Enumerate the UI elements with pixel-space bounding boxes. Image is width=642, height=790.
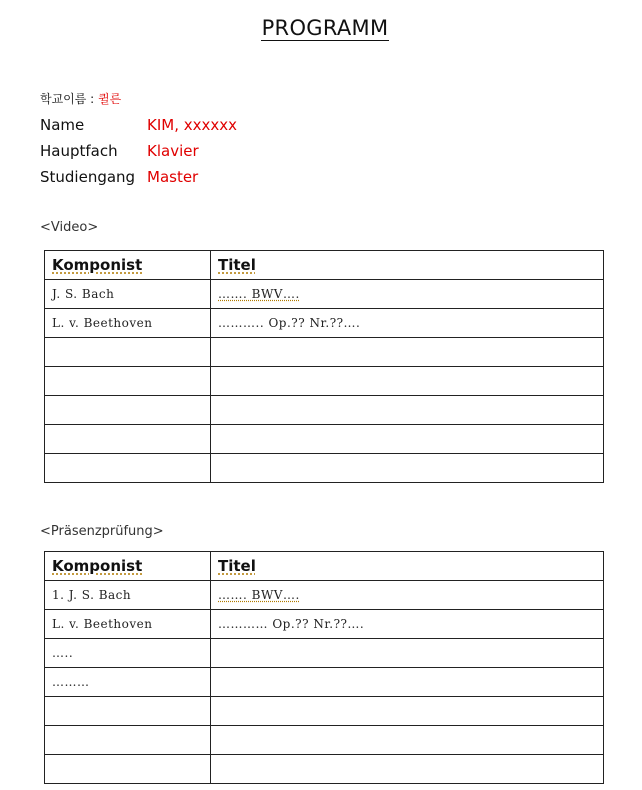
table-cell-titel[interactable]: ………… Op.?? Nr.??….	[211, 610, 604, 639]
table-cell-titel[interactable]	[211, 726, 604, 755]
name-label: Name	[40, 116, 85, 134]
table-cell-titel[interactable]	[211, 367, 604, 396]
table-row	[45, 280, 604, 309]
table-row	[45, 367, 604, 396]
table-row	[45, 454, 604, 483]
praesenz-section-label: <Präsenzprüfung>	[40, 524, 164, 539]
table-cell-komponist[interactable]: …..	[45, 639, 211, 668]
name-row	[40, 116, 237, 134]
table-cell-komponist[interactable]	[45, 338, 211, 367]
table-row	[45, 639, 604, 668]
table-row	[45, 610, 604, 639]
table-row	[45, 338, 604, 367]
table-row	[45, 309, 604, 338]
school-name-row	[40, 90, 121, 107]
table-cell-komponist[interactable]: 1. J. S. Bach	[45, 581, 211, 610]
video-section-label: <Video>	[40, 220, 99, 235]
table-cell-titel[interactable]: ……. BWV….	[211, 280, 604, 309]
table-cell-titel[interactable]	[211, 338, 604, 367]
column-header-komponist: Komponist	[45, 251, 211, 280]
table-cell-komponist[interactable]	[45, 367, 211, 396]
table-cell-titel[interactable]	[211, 639, 604, 668]
table-cell-titel[interactable]	[211, 425, 604, 454]
table-row	[45, 726, 604, 755]
table-cell-komponist[interactable]: ………	[45, 668, 211, 697]
table-row	[45, 755, 604, 784]
school-name-label: 학교이름 :	[40, 92, 99, 106]
table-cell-komponist[interactable]: L. v. Beethoven	[45, 610, 211, 639]
table-cell-komponist[interactable]	[45, 726, 211, 755]
table-header-row	[45, 552, 604, 581]
table-cell-titel[interactable]: ……….. Op.?? Nr.??….	[211, 309, 604, 338]
table-cell-komponist[interactable]	[45, 755, 211, 784]
praesenz-table	[44, 551, 604, 784]
table-header-row	[45, 251, 604, 280]
table-row	[45, 425, 604, 454]
hauptfach-row	[40, 142, 199, 160]
table-row	[45, 697, 604, 726]
table-cell-komponist[interactable]	[45, 697, 211, 726]
column-header-titel: Titel	[211, 552, 604, 581]
table-cell-titel[interactable]	[211, 396, 604, 425]
hauptfach-label: Hauptfach	[40, 142, 118, 160]
table-cell-titel[interactable]	[211, 668, 604, 697]
page-title: PROGRAMM	[261, 16, 389, 40]
table-cell-komponist[interactable]	[45, 454, 211, 483]
column-header-titel: Titel	[211, 251, 604, 280]
table-cell-titel[interactable]: ……. BWV….	[211, 581, 604, 610]
table-cell-titel[interactable]	[211, 454, 604, 483]
table-cell-komponist[interactable]	[45, 425, 211, 454]
column-header-komponist: Komponist	[45, 552, 211, 581]
name-value: KIM, xxxxxx	[147, 116, 237, 134]
studiengang-label: Studiengang	[40, 168, 136, 186]
table-cell-komponist[interactable]	[45, 396, 211, 425]
table-cell-komponist[interactable]: L. v. Beethoven	[45, 309, 211, 338]
school-name-value: 퀼른	[98, 92, 122, 106]
studiengang-value: Master	[147, 168, 199, 186]
table-cell-komponist[interactable]: J. S. Bach	[45, 280, 211, 309]
studiengang-row	[40, 168, 198, 186]
hauptfach-value: Klavier	[147, 142, 199, 160]
table-row	[45, 581, 604, 610]
table-row	[45, 396, 604, 425]
table-row	[45, 668, 604, 697]
video-table	[44, 250, 604, 483]
table-cell-titel[interactable]	[211, 755, 604, 784]
table-cell-titel[interactable]	[211, 697, 604, 726]
